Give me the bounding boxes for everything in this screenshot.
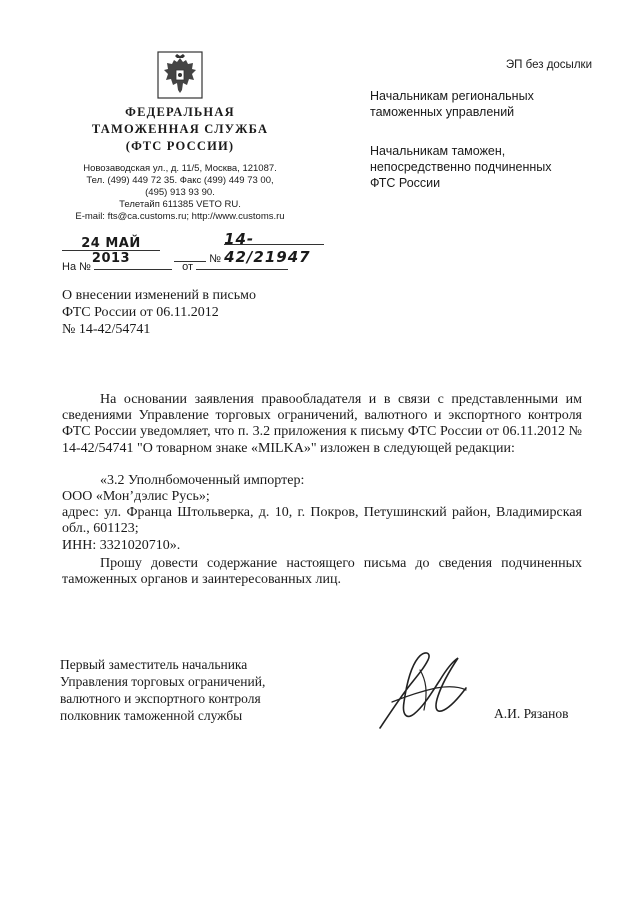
signatory-line1: Первый заместитель начальника <box>60 657 248 672</box>
address-line3: (495) 913 93 90. <box>145 187 215 198</box>
address-line5: E-mail: fts@ca.customs.ru; http://www.customs.ru <box>75 211 285 222</box>
subject-line1: О внесении изменений в письмо <box>62 288 256 303</box>
body-paragraph-1: На основании заявления правообладателя и в связи с представленными им сведениями Управление торговых ограничений, валютного и экспортного контроля ФТС России уведомляет, что п. 3.2 приложения к письму ФТС России от 06.11.2012 № 14-42/54741 "О товарном знаке «MILKA»" изложен в следующей редакции: <box>62 392 582 456</box>
subject-line3: № 14-42/54741 <box>62 322 151 337</box>
quote-line4: ИНН: 3321020710». <box>62 538 181 553</box>
recipient-line5: ФТС России <box>370 176 441 190</box>
coat-of-arms-emblem <box>156 50 204 100</box>
quote-line3: адрес: ул. Франца Штольверка, д. 10, г. Покров, Петушинский район, Владимирская обл., 601123; <box>62 505 582 537</box>
letter-subject <box>62 287 256 338</box>
registration-number: 14-42/21947 <box>224 230 311 266</box>
signatory-line4: полковник таможенной службы <box>60 708 243 723</box>
signatory-line3: валютного и экспортного контроля <box>60 691 261 706</box>
signatory-line2: Управления торговых ограничений, <box>60 674 266 689</box>
org-name-line2: ТАМОЖЕННАЯ СЛУЖБА <box>91 122 269 136</box>
org-name-line1: ФЕДЕРАЛЬНАЯ <box>125 105 235 119</box>
address-line1: Новозаводская ул., д. 11/5, Москва, 121087. <box>83 163 277 174</box>
signatory-name: А.И. Рязанов <box>494 706 569 721</box>
address-line2: Тел. (499) 449 72 35. Факс (499) 449 73 00, <box>86 175 274 186</box>
reference-from-label: от <box>182 261 194 273</box>
body-paragraph-2: Прошу довести содержание настоящего письма до сведения подчиненных таможенных органов и заинтересованных лиц. <box>62 556 582 588</box>
quote-line2: ООО «Мон’дэлис Русь»; <box>62 489 210 504</box>
recipient-line3: Начальникам таможен, <box>370 144 506 158</box>
signatory-title <box>60 656 265 724</box>
registration-date: 24 МАЙ 2013 <box>81 236 141 266</box>
reference-number-label: На № <box>62 261 91 273</box>
address-line4: Телетайп 611385 VETO RU. <box>119 199 241 210</box>
quote-line1: «3.2 Уполнбомоченный импортер: <box>100 473 305 488</box>
recipient-line1: Начальникам региональных <box>370 89 534 103</box>
handwritten-signature <box>362 640 482 740</box>
recipient-line4: непосредственно подчиненных <box>370 160 552 174</box>
delivery-note: ЭП без досылки <box>505 59 592 71</box>
reference-row <box>62 255 288 273</box>
org-name-line3: (ФТС РОССИИ) <box>125 139 235 153</box>
registration-number-label: № <box>209 253 221 265</box>
recipient-line2: таможенных управлений <box>370 105 515 119</box>
subject-line2: ФТС России от 06.11.2012 <box>62 305 219 320</box>
